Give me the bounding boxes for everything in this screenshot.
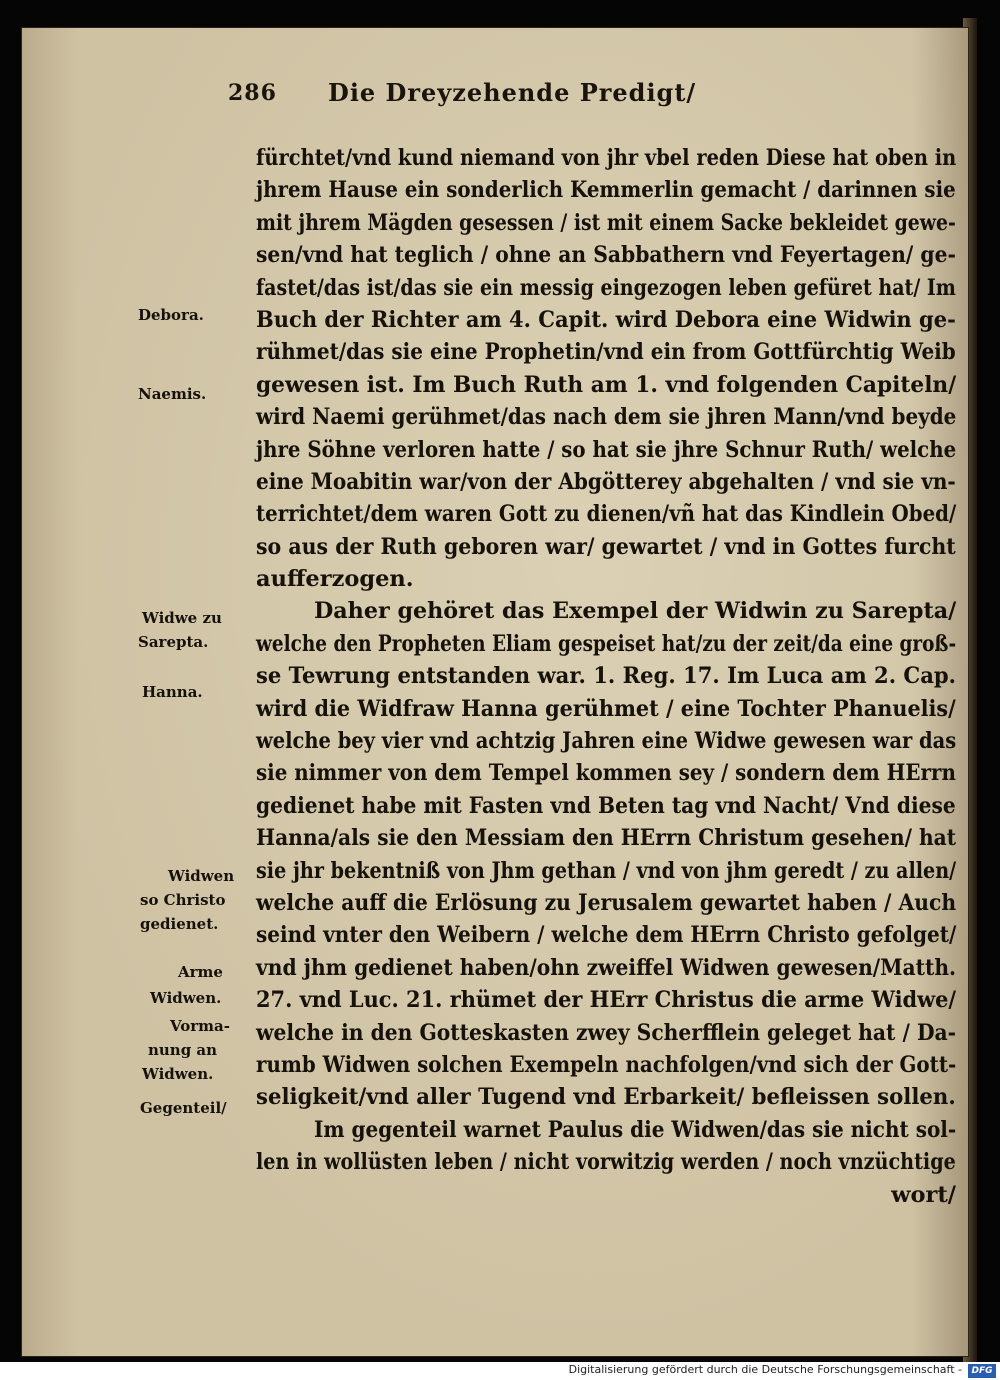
text-line: fastet/das ist/das sie ein messig eingezogen leben gefüret hat/ Im bbox=[256, 274, 956, 301]
margin-note-widwe-sarepta-2: Sarepta. bbox=[138, 633, 209, 651]
text-line: aufferzogen. bbox=[256, 566, 414, 593]
page-number: 286 bbox=[228, 80, 277, 106]
margin-note-widwen-christo-2: so Christo bbox=[140, 891, 226, 909]
text-line: Hanna/als sie den Messiam den HErrn Christum gesehen/ hat bbox=[256, 825, 957, 852]
margin-note-hanna: Hanna. bbox=[142, 683, 203, 701]
margin-note-debora: Debora. bbox=[138, 306, 204, 324]
text-line: vnd jhm gedienet haben/ohn zweiffel Widwen gewesen/Matth. bbox=[256, 954, 957, 981]
text-line: gedienet habe mit Fasten vnd Beten tag vnd Nacht/ Vnd diese bbox=[256, 792, 956, 819]
text-line: jhrem Hause ein sonderlich Kemmerlin gemacht / darinnen sie bbox=[256, 177, 956, 204]
dfg-logo: DFG bbox=[968, 1364, 996, 1378]
text-line: Buch der Richter am 4. Capit. wird Debora eine Widwin ge- bbox=[256, 306, 956, 333]
text-line: welche auff die Erlösung zu Jerusalem gewartet haben / Auch bbox=[256, 889, 957, 916]
text-line: sie nimmer von dem Tempel kommen sey / sondern dem HErrn bbox=[256, 760, 956, 787]
text-line: gewesen ist. Im Buch Ruth am 1. vnd folgenden Capiteln/ bbox=[256, 371, 957, 398]
text-line: jhre Söhne verloren hatte / so hat sie jhre Schnur Ruth/ welche bbox=[256, 436, 957, 463]
text-line: se Tewrung entstanden war. 1. Reg. 17. Im Luca am 2. Cap. bbox=[256, 663, 957, 690]
text-line: sie jhr bekentniß von Jhm gethan / vnd von jhm geredt / zu allen/ bbox=[256, 857, 957, 884]
text-line: fürchtet/vnd kund niemand von jhr vbel reden Diese hat oben in bbox=[256, 145, 957, 171]
footer-bar bbox=[0, 1362, 1000, 1380]
margin-note-vermanung-1: Vorma- bbox=[170, 1017, 230, 1035]
text-line: len in wollüsten leben / nicht vorwitzig werden / noch vnzüchtige bbox=[256, 1149, 956, 1176]
text-line: wort/ bbox=[891, 1181, 956, 1208]
text-line: mit jhrem Mägden gesessen / ist mit einem Sacke bekleidet gewe- bbox=[256, 209, 956, 236]
text-line: 27. vnd Luc. 21. rhümet der HErr Christus die arme Widwe/ bbox=[256, 987, 957, 1014]
margin-note-widwe-sarepta-1: Widwe zu bbox=[142, 609, 222, 627]
margin-note-gegenteil: Gegenteil/ bbox=[140, 1099, 227, 1117]
margin-note-vermanung-3: Widwen. bbox=[142, 1065, 214, 1083]
text-line: welche in den Gotteskasten zwey Scherfflein geleget hat / Da- bbox=[256, 1019, 957, 1046]
text-line: Im gegenteil warnet Paulus die Widwen/das sie nicht sol- bbox=[314, 1116, 957, 1143]
text-line: eine Moabitin war/von der Abgötterey abgehalten / vnd sie vn- bbox=[256, 468, 956, 495]
text-line: sen/vnd hat teglich / ohne an Sabbathern vnd Feyertagen/ ge- bbox=[256, 242, 956, 269]
margin-note-arme-widwen-1: Arme bbox=[178, 963, 223, 981]
margin-note-arme-widwen-2: Widwen. bbox=[150, 989, 222, 1007]
text-line: seligkeit/vnd aller Tugend vnd Erbarkeit/ befleissen sollen. bbox=[256, 1084, 956, 1111]
text-line: welche bey vier vnd achtzig Jahren eine Widwe gewesen war das bbox=[256, 728, 957, 755]
text-line: terrichtet/dem waren Gott zu dienen/vñ hat das Kindlein Obed/ bbox=[256, 501, 957, 528]
margin-note-naemi: Naemis. bbox=[138, 385, 207, 403]
text-line: so aus der Ruth geboren war/ gewartet / vnd in Gottes furcht bbox=[256, 533, 956, 560]
text-line: rühmet/das sie eine Prophetin/vnd ein from Gottfürchtig Weib bbox=[256, 339, 956, 366]
margin-note-widwen-christo-3: gedienet. bbox=[140, 915, 219, 933]
margin-note-widwen-christo-1: Widwen bbox=[168, 867, 235, 885]
margin-note-vermanung-2: nung an bbox=[148, 1041, 218, 1059]
body-text bbox=[256, 142, 956, 1211]
text-line: wird die Widfraw Hanna gerühmet / eine Tochter Phanuelis/ bbox=[256, 695, 956, 722]
text-line: Daher gehöret das Exempel der Widwin zu Sarepta/ bbox=[314, 598, 957, 625]
text-line: welche den Propheten Eliam gespeiset hat/zu der zeit/da eine groß- bbox=[256, 630, 957, 657]
text-line: seind vnter den Weibern / welche dem HErrn Christo gefolget/ bbox=[256, 922, 957, 949]
page-header bbox=[208, 80, 768, 114]
text-line: rumb Widwen solchen Exempeln nachfolgen/vnd sich der Gott- bbox=[256, 1051, 957, 1078]
footer-credit: Digitalisierung gefördert durch die Deutsche Forschungsgemeinschaft - bbox=[568, 1363, 962, 1376]
text-line: wird Naemi gerühmet/das nach dem sie jhren Mann/vnd beyde bbox=[256, 404, 957, 431]
running-head: Die Dreyzehende Predigt/ bbox=[328, 78, 697, 107]
